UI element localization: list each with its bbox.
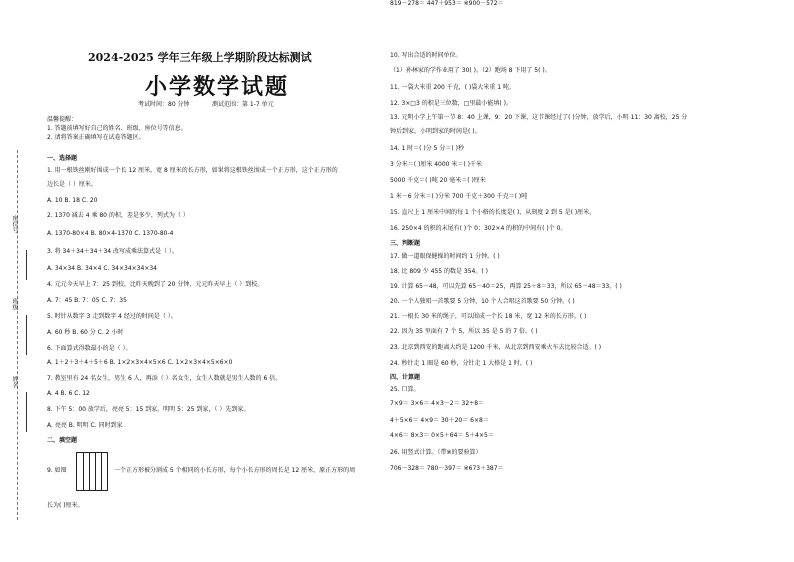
question-line: 22. 因为 35 里面有 7 个 5，所以 35 是 5 的 7 倍。( ) [390, 328, 538, 335]
question-line: A. 1＋2＋3＋4＋5＋6 B. 1×2×3×4×5×6 C. 1×2×3×4×5×6×0 [47, 359, 233, 366]
question-line: 7. 教室里有 24 名女生，男生 6 人，再添（ ）名女生，女生人数就是男生人数的 6 倍。 [47, 375, 282, 382]
class-label: 班级 [11, 298, 18, 310]
square-divided-figure [76, 452, 108, 491]
exam-scope: 测试范围：第 1-7 单元 [212, 101, 274, 108]
class-blank [26, 315, 27, 355]
question-line: 3 分米＝( )厘米 4000 米＝( )千米 [390, 161, 482, 168]
question-line: 24. 秒针走 1 圈是 60 秒，分针走 1 大格是 1 时。( ) [390, 360, 533, 367]
question-line: 1 米－6 分米＝( )分米 700 千克＋300 千克＝( )吨 [390, 193, 528, 200]
question-line: 21. 一根长 30 米的绳子，可以围成一个长 18 米，宽 12 米的长方形。( ) [390, 313, 587, 320]
exam-title: 2024-2025 学年三年级上学期阶段达标测试 [88, 51, 312, 64]
notice-item: 2. 请将答案正确填写在试卷答题区。 [47, 134, 145, 141]
q9-text: 一个正方形被分割成 5 个相同的小长方形，每个小长方形的周长是 12 厘米，原正方形的周 [114, 467, 356, 474]
seat-number-blank [26, 250, 27, 280]
question-line: 4×6＝ 8×3＝ 0×5＋64＝ 5＋4×5＝ [390, 432, 494, 439]
question-line: 14. 1 时＝( )分 5 分＝( )秒 [390, 145, 464, 152]
name-blank [26, 392, 27, 432]
question-line: 819－278＝ 447＋953＝ ※900－572＝ [390, 0, 504, 7]
question-line: 706－328＝ 780－397＝ ※673＋387＝ [390, 465, 504, 472]
question-line: 15. 直尺上 1 厘米中间的每 1 个小格的长度是( )，从刻度 2 到 5 是( )厘米。 [390, 209, 596, 216]
question-line: 26. 用竖式计算。（带※的要验算） [390, 449, 482, 456]
notice-heading: 温馨提醒： [47, 116, 78, 123]
seat-number-label: 座位号 [11, 215, 18, 233]
name-label: 姓名 [11, 376, 18, 388]
question-line: 23. 北京到西安的距离大约是 1200 千米，从北京到西安乘火车去比较合适。( ) [390, 344, 602, 351]
question-line: A. 4 B. 6 C. 12 [47, 390, 90, 397]
exam-time: 考试时间：80 分钟 [138, 101, 190, 108]
exam-main-title: 小学数学试题 [145, 74, 290, 100]
question-line: 25. 口算。 [390, 386, 420, 393]
question-line: 1. 用一根铁丝刚好围成一个长 12 厘米，宽 8 厘米的长方形，如果将这根铁丝围成一个正方形，这个正方形的 [47, 167, 338, 174]
binding-dashed-line [17, 150, 18, 520]
question-line: 10. 写出合适的时间单位。 [390, 52, 462, 59]
question-line: 边长是（ ）厘米。 [47, 181, 97, 188]
question-line: A. 7：45 B. 7：05 C. 7：35 [47, 297, 127, 304]
question-line: 11. 一袋大米重 200 千克，( )袋大米重 1 吨。 [390, 84, 515, 91]
question-line: （1）孙林家的学作业用了 30( )。（2）跑场 8 下用了 5( )。 [390, 67, 551, 74]
question-line: 20. 一个人独唱一首歌要 5 分钟，10 个人合唱这首歌要 50 分钟。( ) [390, 298, 575, 305]
q9-prefix: 9. 如图 [47, 467, 67, 474]
question-line: 17. 做一道眼保健操的时间约 1 分钟。( ) [390, 253, 500, 260]
question-line: 13. 元明小学上午第一节 8：40 上课，9：20 下课，这节课经过了( )分钟，放学后，小明 11：30 离校，25 分 [390, 114, 688, 121]
question-line: 5. 时针从数字 3 走到数字 4 经过的时间是（ ）。 [47, 313, 177, 320]
question-line: 2. 1370 减去 4 乘 80 的积，差是多少，列式为（ ） [47, 212, 189, 219]
question-line: 5000 千克＝( )吨 20 毫米＝( )厘米 [390, 177, 486, 184]
notice-item: 1. 答题前填写好自己的姓名、班级、座位号等信息。 [47, 125, 187, 132]
question-line: A. 34×34 B. 34×4 C. 34×34×34×34 [47, 265, 157, 272]
section-heading: 四、计算题 [390, 374, 421, 381]
question-line: 4＋5×6＝ 4×9＝ 30＋20＝ 6×8＝ [390, 417, 489, 424]
question-line: 3. 将 34＋34＋34＋34 改写成乘法算式是（ ）。 [47, 248, 178, 255]
question-line: 19. 计算 65－48，可以先算 65－40＝25，再算 25＋8＝33，所以 65－48＝33。( ) [390, 283, 622, 290]
question-line: 6. 下面算式得数最小的是（ ）。 [47, 345, 132, 352]
question-line: 7×9＝ 3×6＝ 4×3－2＝ 32÷8＝ [390, 400, 485, 407]
section-heading: 三、判断题 [390, 240, 421, 247]
question-line: 12. 3×□3 的积是三位数，□里最小能填( )。 [390, 100, 512, 107]
question-line: 4. 元元今天早上 7：25 到校，比昨天晚到了 20 分钟，元元昨天早上（ ）到校。 [47, 281, 264, 288]
section-heading: 一、选择题 [47, 155, 78, 162]
question-line: A. 1370-80×4 B. 80×4-1370 C. 1370-80-4 [47, 230, 174, 237]
question-line: A. 60 秒 B. 60 分 C. 2 小时 [47, 329, 124, 336]
question-line: 8. 下午 5：00 放学后，亮亮 5：15 到家，明明 5：25 到家，（ ）先到家。 [47, 406, 250, 413]
question-line: A. 10 B. 18 C. 20 [47, 197, 98, 204]
question-line: 18. 比 809 少 455 的数是 354。( ) [390, 268, 488, 275]
question-line: 钟后到家，小明到家的时间是( )。 [390, 128, 481, 135]
section-heading: 二、填空题 [47, 437, 78, 444]
question-line: 16. 250×4 的积的末尾有( )个 0；302×4 的积的中间有( )个 0。 [390, 225, 567, 232]
q9-tail: 长为( )厘米。 [47, 502, 84, 509]
question-line: A. 亮亮 B. 明明 C. 同时到家 [47, 422, 123, 429]
